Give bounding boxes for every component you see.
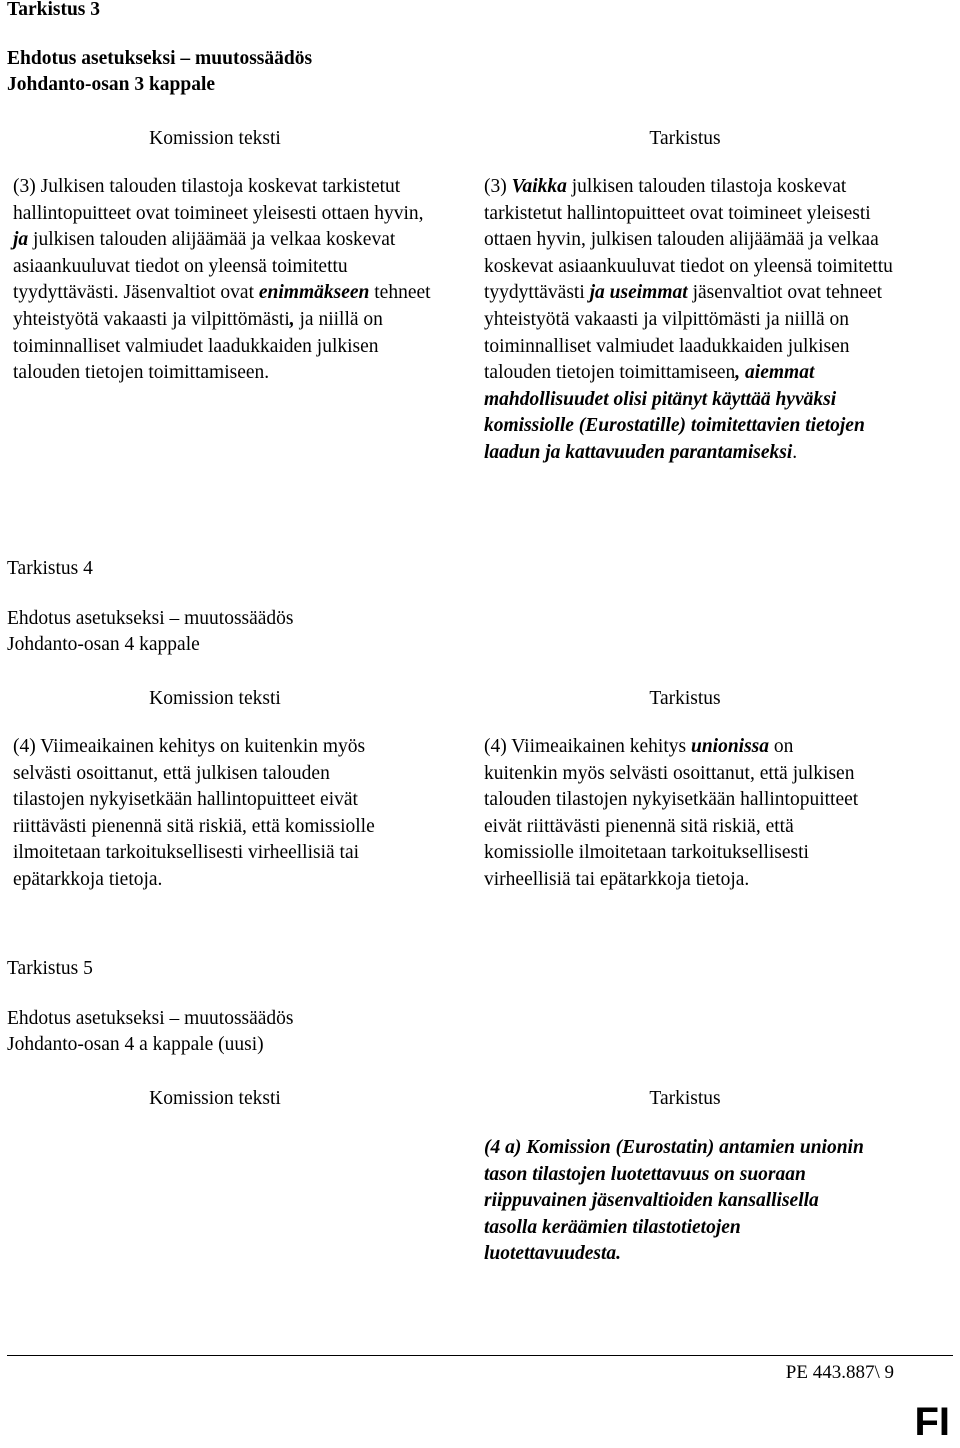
proposal-line: Ehdotus asetukseksi – muutossäädös xyxy=(7,608,294,629)
commission-text-heading: Komission teksti xyxy=(149,128,281,149)
text-run: . xyxy=(792,441,798,463)
amendment-text-paragraph xyxy=(484,174,914,467)
text-run: tehneet yhteistyötä vakaasti ja vilpittömästi xyxy=(13,282,431,330)
amendment-text-paragraph xyxy=(484,734,869,894)
proposal-line: Ehdotus asetukseksi – muutossäädös xyxy=(7,48,313,69)
amendment-text-paragraph xyxy=(484,1135,874,1268)
text-run: ja niillä on toiminnalliset valmiudet laadukkaiden julkisen talouden tietojen toimittamiseen. xyxy=(13,308,383,384)
proposal-line: Ehdotus asetukseksi – muutossäädös xyxy=(7,1008,294,1029)
emphasized-text-run: ja xyxy=(13,229,29,251)
text-run: (3) Julkisen talouden tilastoja koskevat tarkistetut hallintopuitteet ovat toimineet yleisesti ottaen hyvin, xyxy=(13,176,424,224)
text-run: julkisen talouden alijäämää ja velkaa koskevat asiaankuuluvat tiedot on yleensä toimitettu tyydyttävästi. Jäsenvaltiot ovat xyxy=(13,229,396,304)
text-run: (3) xyxy=(484,176,512,197)
commission-text-heading: Komission teksti xyxy=(149,688,281,709)
emphasized-text-run: unionissa xyxy=(690,736,770,757)
amendment-title: Tarkistus 4 xyxy=(7,558,93,579)
commission-text-paragraph xyxy=(13,734,393,894)
emphasized-text-run: enimmäkseen xyxy=(258,282,370,304)
language-code: FI xyxy=(914,1400,950,1444)
amendment-heading: Tarkistus xyxy=(649,1088,721,1109)
commission-text-heading: Komission teksti xyxy=(149,1088,281,1109)
text-run: jäsenvaltiot ovat tehneet yhteistyötä vakaasti ja vilpittömästi ja niillä on toiminnalliset valmiudet laadukkaiden julkisen talouden tietojen toimittamiseen xyxy=(484,282,883,384)
emphasized-text-run: (4 a) Komission (Eurostatin) antamien unionin tason tilastojen luotettavuus on suoraan riippuvainen jäsenvaltioiden kansallisella tasolla keräämien tilastotietojen luotettavuudesta. xyxy=(484,1137,864,1265)
document-reference: PE 443.887\ 9 xyxy=(785,1362,894,1383)
emphasized-text-run: , xyxy=(289,308,295,330)
emphasized-text-run: Vaikka xyxy=(511,176,567,197)
section-line: Johdanto-osan 4 kappale xyxy=(7,634,200,655)
emphasized-text-run: , aiemmat mahdollisuudet olisi pitänyt käyttää hyväksi komissiolle (Eurostatille) toimitettavien tietojen laadun ja kattavuuden parantamiseksi xyxy=(484,362,865,463)
text-run: (4) Viimeaikainen kehitys xyxy=(484,736,691,757)
text-run: (4) Viimeaikainen kehitys on kuitenkin myös selvästi osoittanut, että julkisen talouden tilastojen nykyisetkään hallintopuitteet eivät riittävästi pienennä sitä riskiä, että komissiolle ilmoitetaan tarkoituksellisesti virheellisiä tai epätarkkoja tietoja. xyxy=(13,736,375,890)
footer-rule xyxy=(7,1355,953,1356)
text-run: on kuitenkin myös selvästi osoittanut, että julkisen talouden tilastojen nykyisetkään hallintopuitteet eivät riittävästi pienennä sitä riskiä, että komissiolle ilmoitetaan tarkoituksellisesti virheellisiä tai epätarkkoja tietoja. xyxy=(484,736,859,890)
emphasized-text-run: ja useimmat xyxy=(589,282,688,304)
amendment-title: Tarkistus 3 xyxy=(7,0,101,20)
amendment-title: Tarkistus 5 xyxy=(7,958,93,979)
amendment-heading: Tarkistus xyxy=(649,128,721,149)
commission-text-paragraph xyxy=(13,174,433,387)
text-run: julkisen talouden tilastoja koskevat tarkistetut hallintopuitteet ovat toimineet yleisesti ottaen hyvin, julkisen talouden alijäämää ja velkaa koskevat asiaankuuluvat tiedot on yleensä toimitettu tyydyttävästi xyxy=(484,176,893,304)
section-line: Johdanto-osan 4 a kappale (uusi) xyxy=(7,1034,264,1055)
amendment-heading: Tarkistus xyxy=(649,688,721,709)
section-line: Johdanto-osan 3 kappale xyxy=(7,74,216,95)
